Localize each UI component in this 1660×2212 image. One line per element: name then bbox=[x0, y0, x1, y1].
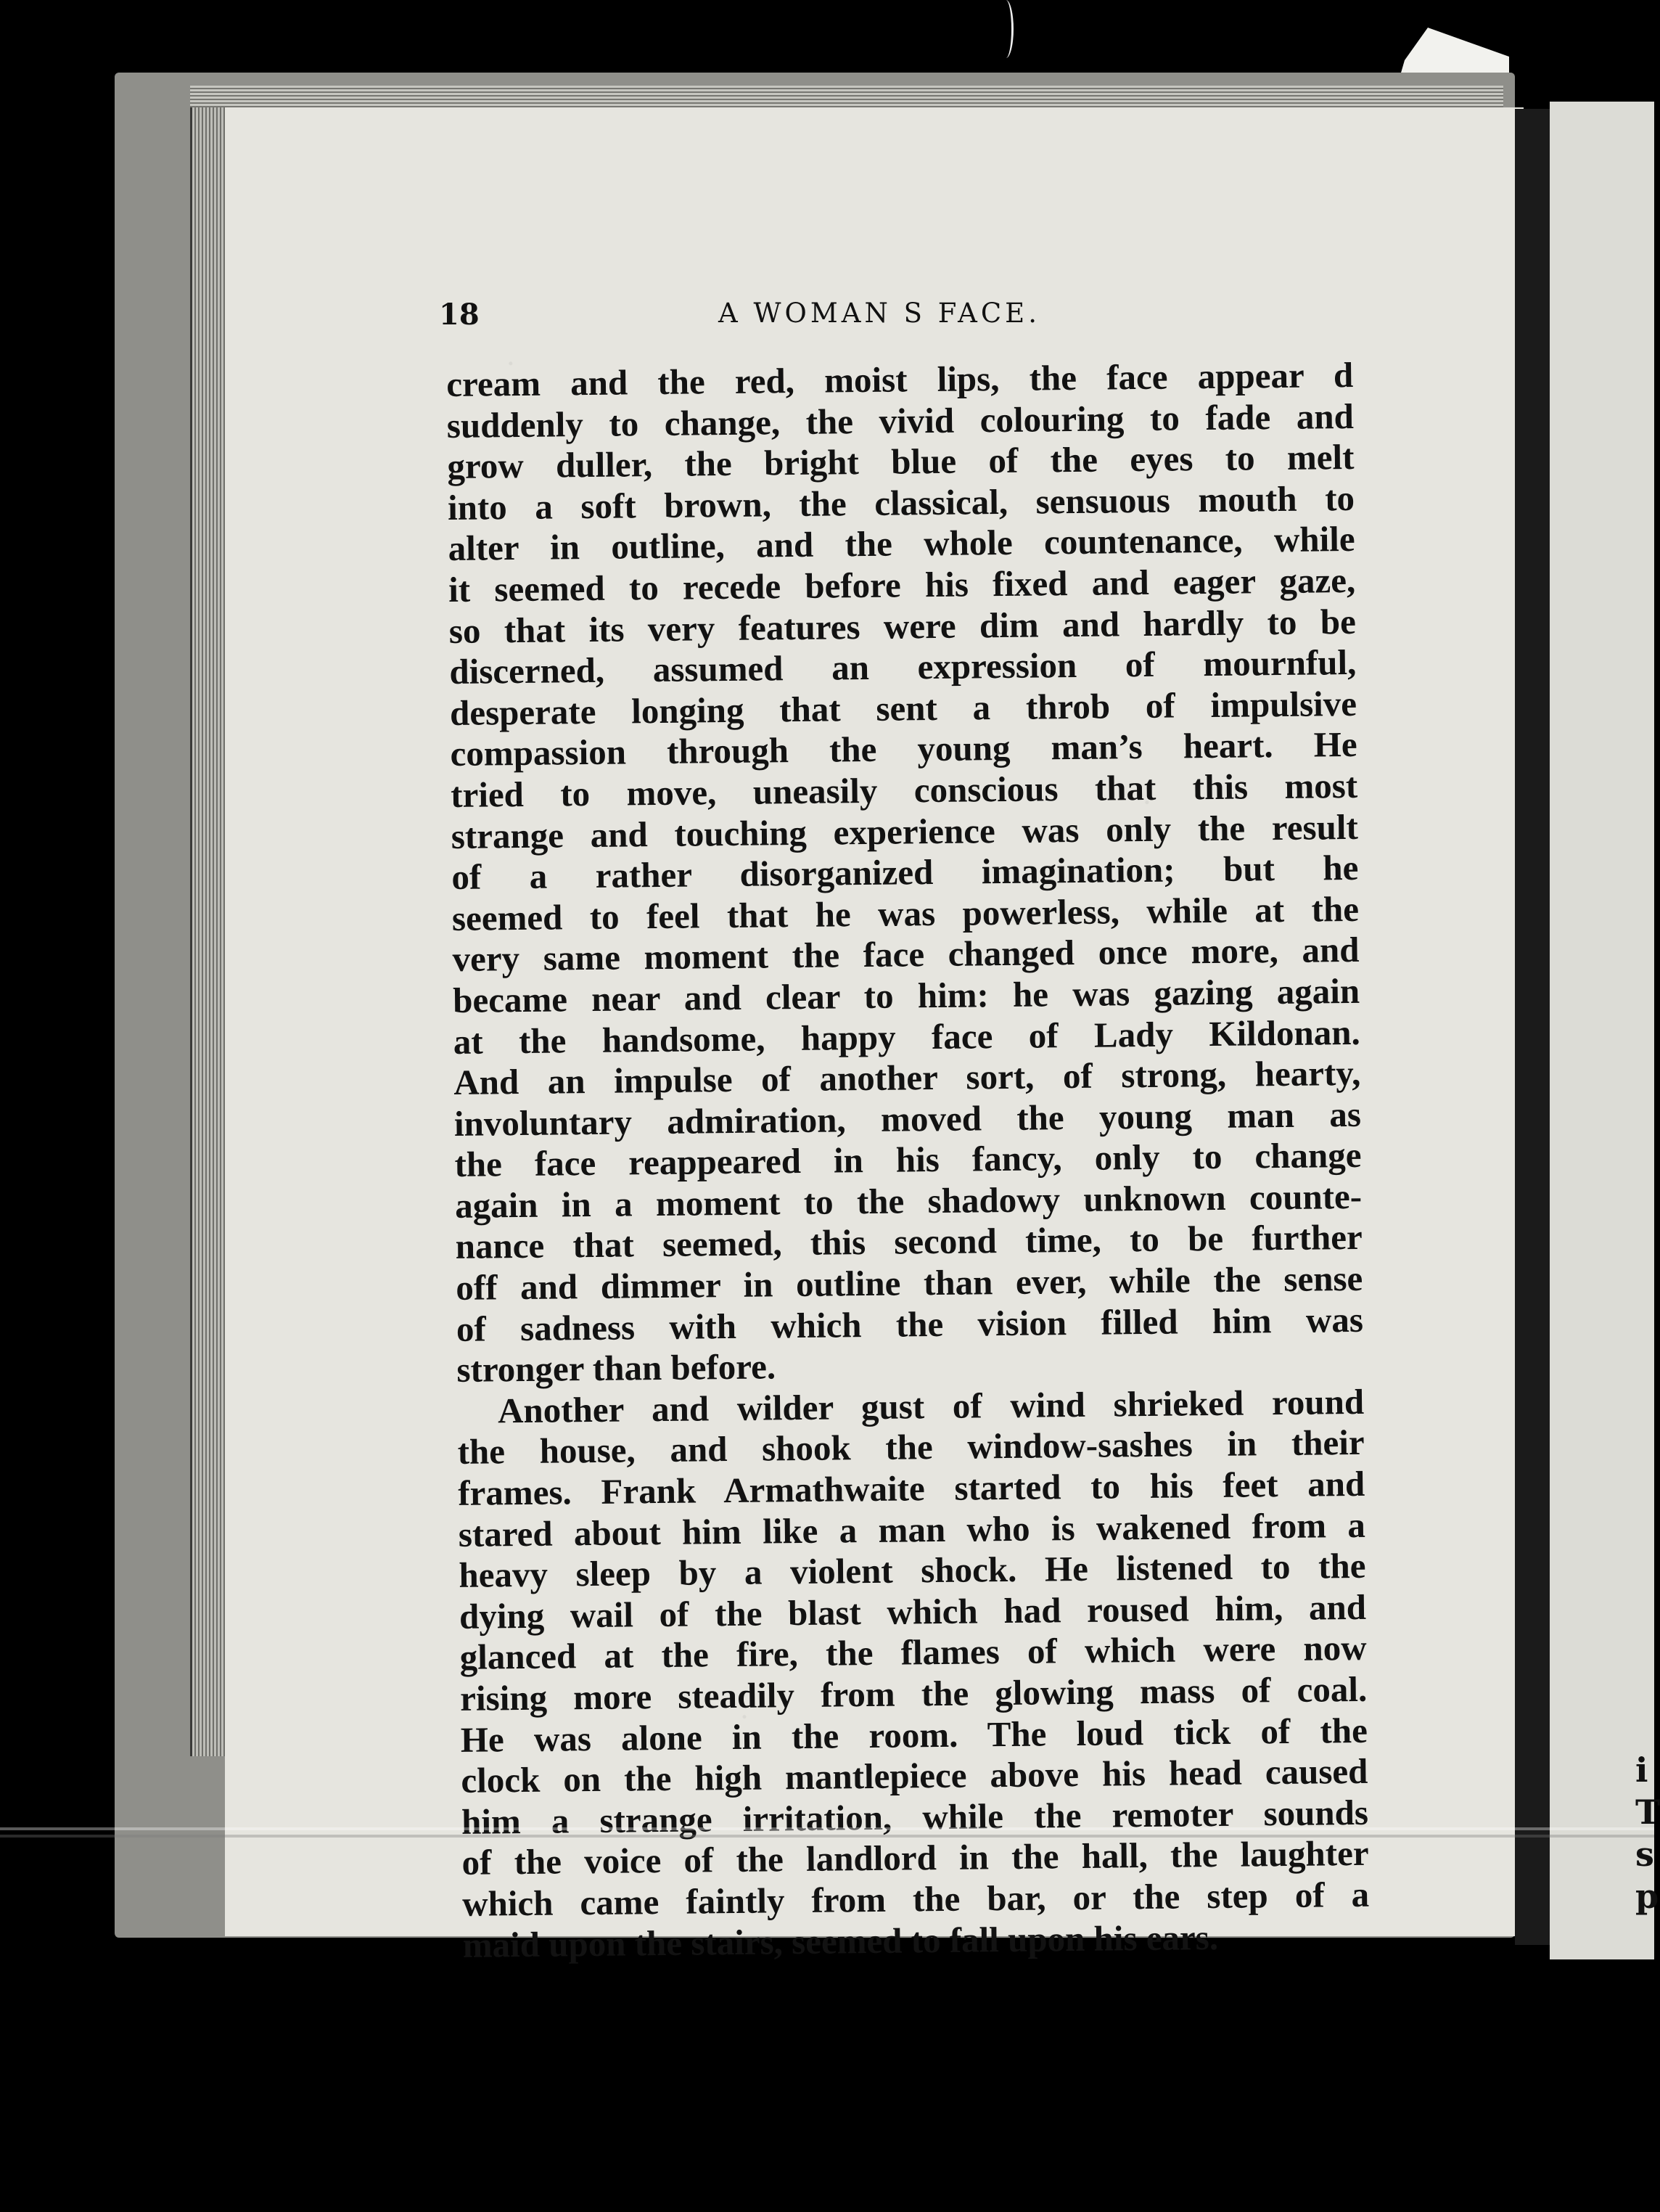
text-line: involuntary admiration, moved the young man as bbox=[453, 1094, 1362, 1144]
adjacent-page-glyph: i bbox=[1635, 1750, 1648, 1790]
text-line: discerned, assumed an expression of mournful, bbox=[449, 642, 1357, 692]
running-head: A WOMAN S FACE. bbox=[718, 298, 1040, 329]
adjacent-page-glyph: T bbox=[1635, 1793, 1660, 1832]
text-line: into a soft brown, the classical, sensuous mouth to bbox=[447, 478, 1355, 528]
text-line: heavy sleep by a violent shock. He listened to the bbox=[459, 1546, 1366, 1596]
text-line: nance that seemed, this second time, to be further bbox=[455, 1217, 1363, 1267]
text-line: stronger than before. bbox=[456, 1346, 776, 1390]
adjacent-page-glyph: p bbox=[1635, 1877, 1659, 1916]
text-line: He was alone in the room. The loud tick of the bbox=[460, 1710, 1368, 1760]
body-text bbox=[446, 355, 1370, 1966]
text-line: became near and clear to him: he was gazing again bbox=[452, 970, 1360, 1020]
text-line: dying wail of the blast which had roused him, and bbox=[459, 1586, 1367, 1637]
text-line: of sadness with which the vision filled him was bbox=[456, 1299, 1364, 1349]
text-line: cream and the red, moist lips, the face appear d bbox=[446, 354, 1354, 404]
text-line: suddenly to change, the vivid colouring to fade and bbox=[446, 396, 1355, 446]
text-line: at the handsome, happy face of Lady Kildonan. bbox=[453, 1012, 1360, 1062]
text-line: maid upon the stairs, seemed to fall upon his ears. bbox=[462, 1917, 1219, 1965]
scan-line bbox=[0, 1835, 1654, 1838]
text-line: frames. Frank Armathwaite started to his feet and bbox=[458, 1463, 1365, 1513]
text-line: off and dimmer in outline than ever, while the sense bbox=[456, 1258, 1363, 1308]
text-line: Another and wilder gust of wind shrieked round bbox=[497, 1381, 1365, 1431]
adjacent-page-glyph: s bbox=[1635, 1835, 1654, 1874]
text-line: of the voice of the landlord in the hall, the laughter bbox=[461, 1833, 1369, 1883]
text-line: desperate longing that sent a throb of impulsive bbox=[449, 683, 1357, 733]
text-line: rising more steadily from the glowing mass of coal. bbox=[459, 1668, 1368, 1719]
paragraph bbox=[457, 1382, 1370, 1966]
text-line: compassion through the young man’s heart. He bbox=[450, 724, 1357, 774]
scan-line bbox=[0, 1827, 1654, 1830]
text-line: the face reappeared in his fancy, only to change bbox=[454, 1135, 1362, 1185]
text-line: strange and touching experience was only the result bbox=[451, 806, 1359, 856]
text-line: the house, and shook the window-sashes in their bbox=[457, 1422, 1365, 1472]
page-edges-top bbox=[190, 86, 1503, 107]
paragraph bbox=[446, 355, 1364, 1391]
text-line: stared about him like a man who is wakened from a bbox=[458, 1504, 1366, 1554]
text-line: of a rather disorganized imagination; but he bbox=[451, 847, 1359, 898]
text-line: again in a moment to the shadowy unknown counte- bbox=[454, 1176, 1363, 1226]
text-line: And an impulse of another sort, of strong, hearty, bbox=[453, 1052, 1361, 1103]
scan-mark bbox=[998, 0, 1014, 58]
book-gutter bbox=[1515, 109, 1550, 1945]
text-line: clock on the high mantlepiece above his head caused bbox=[461, 1750, 1368, 1801]
text-line: glanced at the fire, the flames of which were now bbox=[459, 1628, 1367, 1678]
adjacent-page-text bbox=[1635, 1749, 1660, 1917]
text-line: him a strange irritation, while the remoter sounds bbox=[461, 1792, 1369, 1842]
adjacent-page bbox=[1550, 102, 1660, 1959]
text-line: which came faintly from the bar, or the step of a bbox=[461, 1874, 1370, 1924]
text-line: alter in outline, and the whole countenance, while bbox=[448, 519, 1355, 569]
text-line: very same moment the face changed once more, and bbox=[452, 930, 1360, 980]
text-line: it seemed to recede before his fixed and eager gaze, bbox=[448, 560, 1356, 610]
text-line: seemed to feel that he was powerless, while at the bbox=[451, 888, 1360, 938]
text-line: tried to move, uneasily conscious that this most bbox=[450, 765, 1358, 815]
text-line: so that its very features were dim and hardly to be bbox=[448, 601, 1357, 651]
text-line: grow duller, the bright blue of the eyes to melt bbox=[447, 437, 1355, 487]
page-number: 18 bbox=[439, 298, 480, 332]
